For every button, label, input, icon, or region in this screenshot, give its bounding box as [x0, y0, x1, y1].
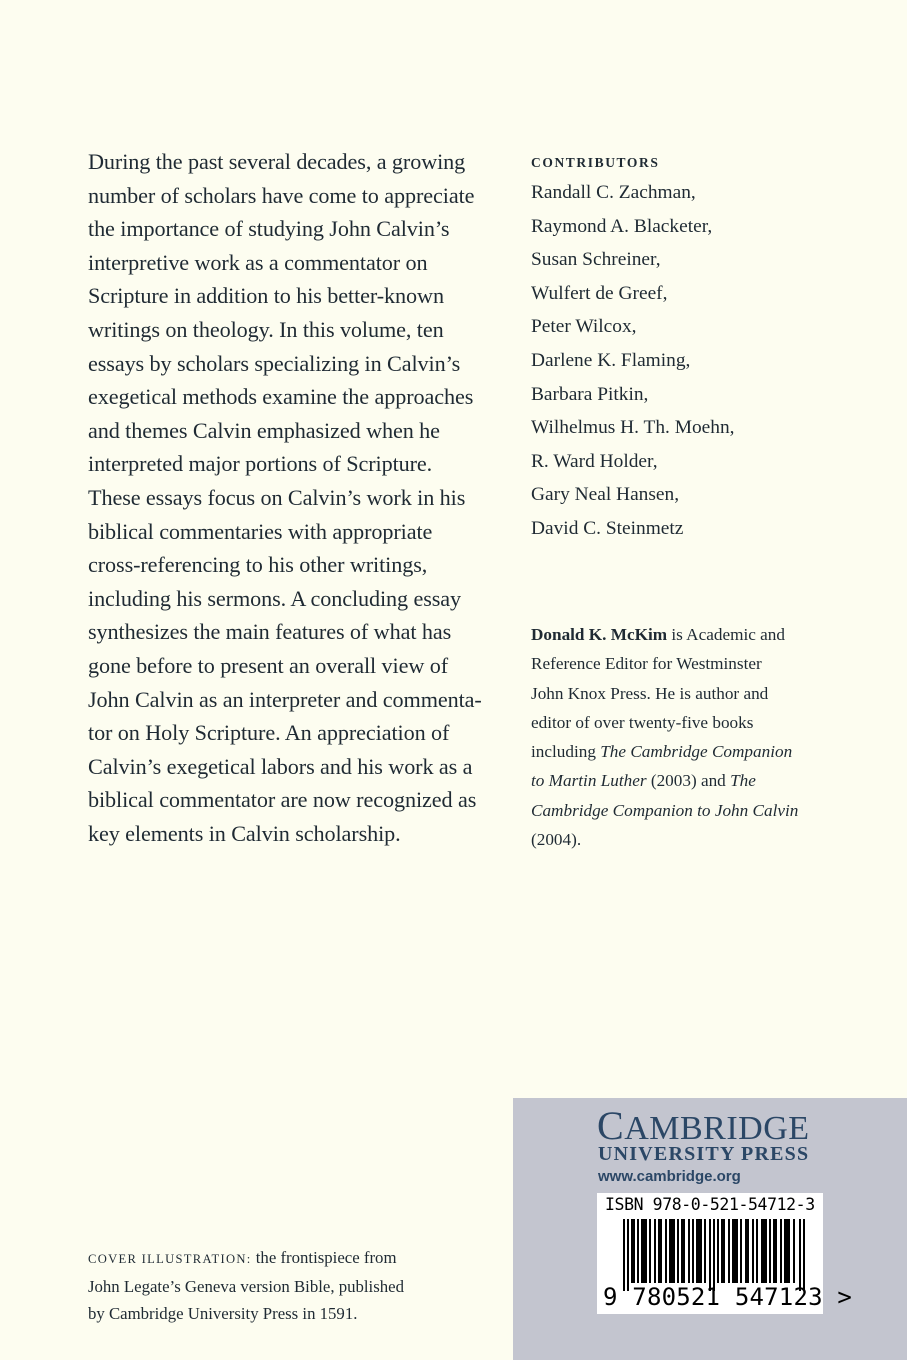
credit-text: the frontispiece from: [251, 1248, 397, 1267]
description-line: interpretive work as a commentator on: [88, 249, 428, 275]
contributor-name: R. Ward Holder,: [531, 450, 658, 472]
description-line: Calvin’s exegetical labors and his work as a: [88, 753, 473, 779]
editor-bio-line: John Knox Press. He is author and: [531, 683, 769, 703]
contributor-name: Darlene K. Flaming,: [531, 349, 691, 371]
publisher-subtitle: UNIVERSITY PRESS: [598, 1143, 810, 1165]
publisher-name-initial: C: [597, 1103, 625, 1148]
description-line: including his sermons. A concluding essay: [88, 585, 462, 611]
editor-bio-text: including: [531, 742, 601, 762]
isbn-barcode: [597, 1193, 853, 1314]
description-line: number of scholars have come to appreciate: [88, 182, 475, 208]
editor-bio-line: Reference Editor for Westminster: [531, 654, 762, 674]
description-line: These essays focus on Calvin’s work in his: [88, 484, 466, 510]
barcode-digits: 9 780521 547123 >: [603, 1283, 853, 1311]
description-line: interpreted major portions of Scripture.: [88, 451, 433, 477]
contributor-name: Peter Wilcox,: [531, 316, 637, 338]
barcode-bars-icon: [623, 1219, 805, 1291]
editor-bio-line: [531, 620, 831, 649]
description-line: synthesizes the main features of what has: [88, 619, 452, 645]
contributor-name: Barbara Pitkin,: [531, 383, 649, 405]
contributor-name: Raymond A. Blacketer,: [531, 215, 713, 237]
contributor-name: Wilhelmus H. Th. Moehn,: [531, 417, 735, 439]
editor-bio-line: [531, 737, 831, 766]
editor-name: Donald K. McKim: [531, 625, 668, 644]
editor-bio-text: (2003) and: [646, 771, 731, 791]
book-title: Cambridge Companion to John Calvin: [531, 800, 799, 820]
description-line: exegetical methods examine the approaches: [88, 384, 474, 410]
credit-label: COVER ILLUSTRATION:: [88, 1252, 252, 1266]
contributor-name: Gary Neal Hansen,: [531, 484, 680, 506]
description-line: Scripture in addition to his better-known: [88, 283, 444, 309]
description-line: tor on Holy Scripture. An appreciation of: [88, 720, 450, 746]
book-description: [88, 145, 508, 850]
description-line: and themes Calvin emphasized when he: [88, 417, 440, 443]
cover-illustration-credit: [88, 1244, 488, 1327]
editor-bio: [531, 620, 831, 854]
publisher-name-rest: AMBRIDGE: [624, 1110, 810, 1147]
contributors-heading: CONTRIBUTORS: [531, 155, 660, 170]
book-title: The: [730, 771, 756, 791]
description-line: the importance of studying John Calvin’s: [88, 216, 450, 242]
isbn-label: ISBN 978-0-521-54712-3: [605, 1195, 815, 1214]
book-title: The Cambridge Companion: [600, 742, 793, 762]
description-line: John Calvin as an interpreter and commenta-: [88, 686, 482, 712]
editor-bio-line: editor of over twenty-five books: [531, 712, 754, 732]
contributors-list: [531, 152, 831, 546]
publisher-panel: [513, 1098, 907, 1360]
publisher-url: www.cambridge.org: [598, 1168, 741, 1185]
credit-line: John Legate’s Geneva version Bible, published: [88, 1277, 404, 1296]
credit-line: by Cambridge University Press in 1591.: [88, 1304, 358, 1323]
credit-line: [88, 1244, 488, 1273]
description-line: essays by scholars specializing in Calvin’s: [88, 350, 461, 376]
description-line: cross-referencing to his other writings,: [88, 552, 428, 578]
contributor-name: Randall C. Zachman,: [531, 182, 696, 203]
description-line: key elements in Calvin scholarship.: [88, 820, 401, 846]
editor-bio-line: [531, 796, 831, 825]
description-line: biblical commentaries with appropriate: [88, 518, 433, 544]
book-title: to Martin Luther: [531, 771, 647, 791]
editor-bio-line: [531, 766, 831, 795]
description-line: writings on theology. In this volume, ten: [88, 316, 444, 342]
editor-bio-text: is Academic and: [667, 625, 785, 644]
editor-bio-line: (2004).: [531, 830, 582, 850]
description-line: During the past several decades, a growing: [88, 149, 466, 174]
contributor-name: Susan Schreiner,: [531, 249, 661, 271]
contributor-name: David C. Steinmetz: [531, 517, 684, 539]
description-line: gone before to present an overall view of: [88, 652, 449, 678]
description-line: biblical commentator are now recognized as: [88, 787, 477, 813]
contributor-name: Wulfert de Greef,: [531, 282, 668, 304]
